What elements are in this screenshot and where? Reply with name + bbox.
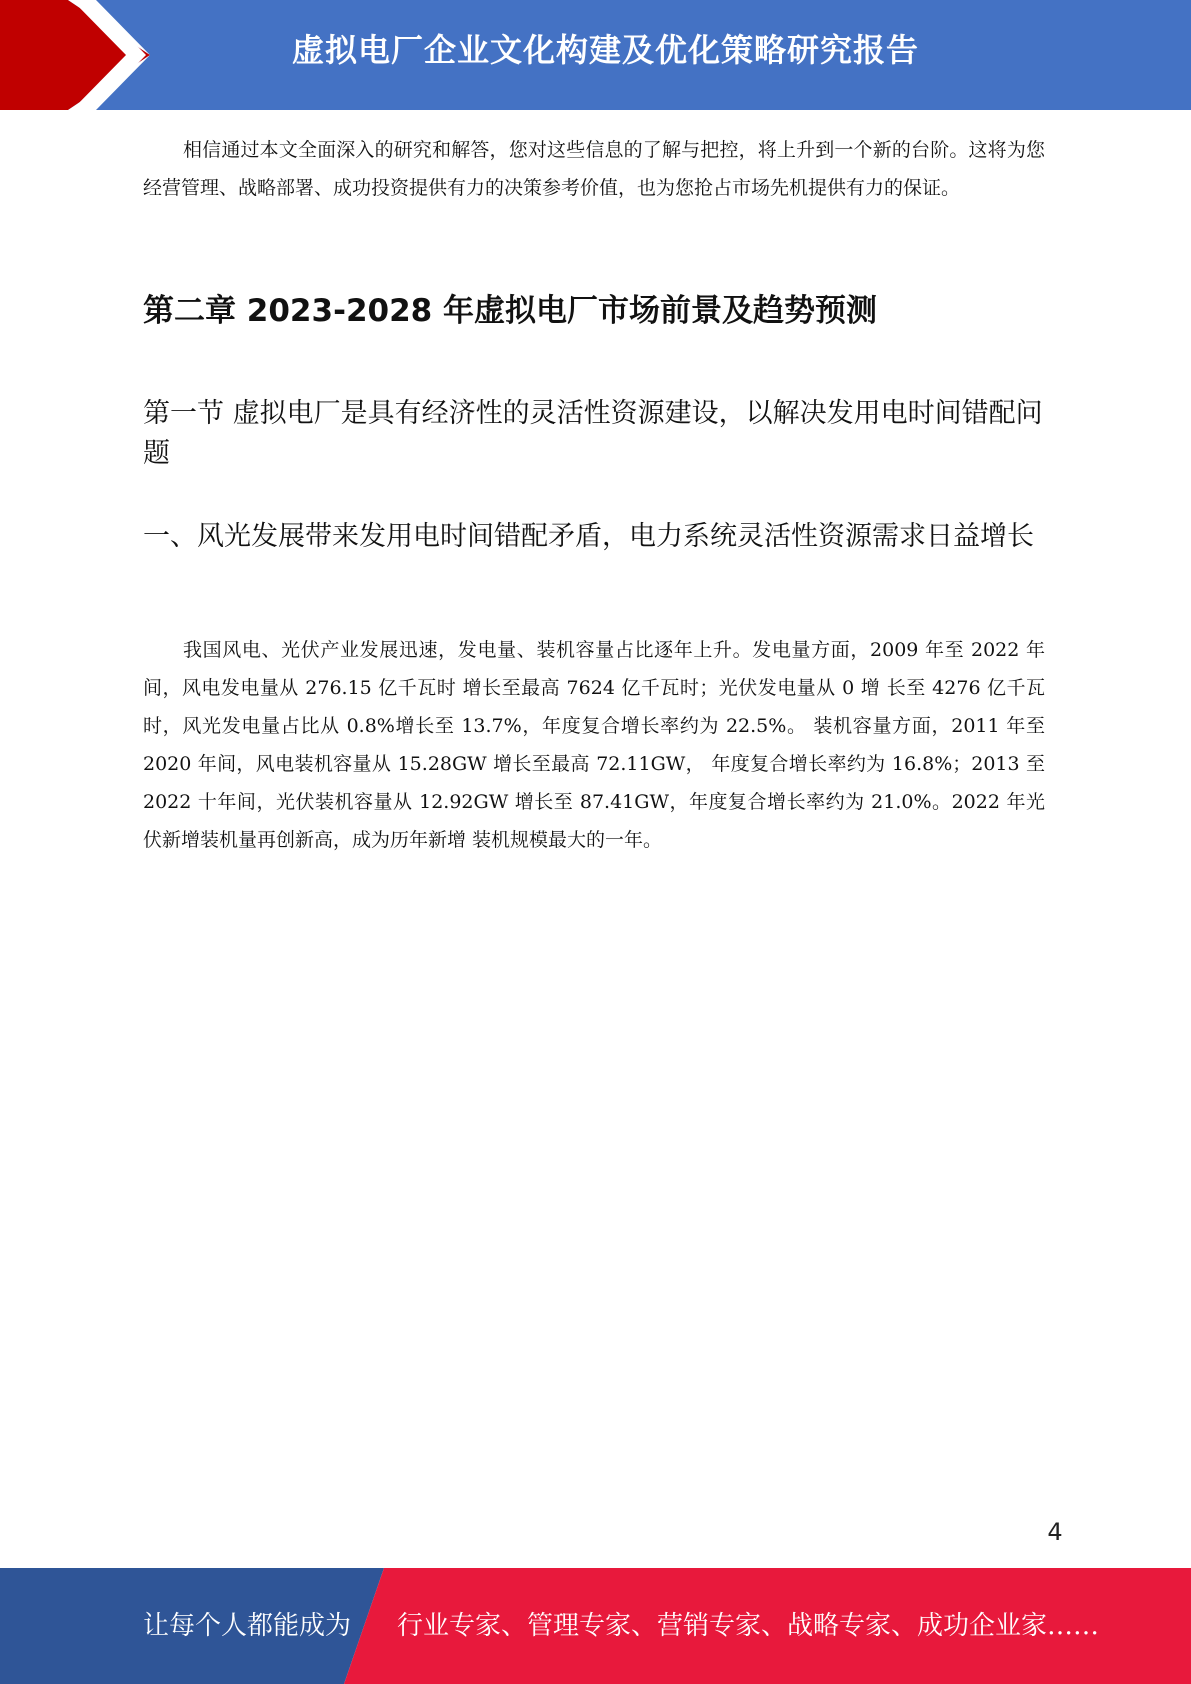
body-block: [143, 631, 1045, 859]
subsection-title: 一、风光发展带来发用电时间错配矛盾，电力系统灵活性资源需求日益增长: [143, 521, 1034, 552]
page-number: 4: [1047, 1518, 1063, 1546]
page-footer: [0, 1568, 1191, 1684]
intro-paragraph: 相信通过本文全面深入的研究和解答，您对这些信息的了解与把控，将上升到一个新的台阶。这将为您经营管理、战略部署、成功投资提供有力的决策参考价值，也为您抢占市场先机提供有力的保证。: [143, 139, 1045, 199]
page-header: [0, 0, 1191, 110]
section-block: [143, 394, 1045, 474]
chapter-block: [143, 289, 1045, 333]
report-title: 虚拟电厂企业文化构建及优化策略研究报告: [291, 31, 919, 69]
footer-slogan-left: 让每个人都能成为: [143, 1611, 352, 1641]
body-paragraph: 我国风电、光伏产业发展迅速，发电量、装机容量占比逐年上升。发电量方面，2009 年至 2022 年间，风电发电量从 276.15 亿千瓦时 增长至最高 7624 亿千瓦时；光伏发电量从 0 增 长至 4276 亿千瓦时，风光发电量占比从 0.8%增长至 13.7%，年度复合增长率约为 22.5%。 装机容量方面，2011 年至 2020 年间，风电装机容量从 15.28GW 增长至最高 72.11GW， 年度复合增长率约为 16.8%；2013 至 2022 十年间，光伏装机容量从 12.92GW 增长至 87.41GW，年度复合增长率约为 21.0%。2022 年光伏新增装机量再创新高，成为历年新增 装机规模最大的一年。: [143, 639, 1045, 851]
intro-block: [143, 131, 1045, 207]
section-title: 第一节 虚拟电厂是具有经济性的灵活性资源建设，以解决发用电时间错配问题: [143, 398, 1043, 469]
subsection-block: [143, 517, 1045, 557]
chapter-title: 第二章 2023-2028 年虚拟电厂市场前景及趋势预测: [143, 293, 878, 329]
footer-slogan-right: 行业专家、管理专家、营销专家、战略专家、成功企业家……: [397, 1611, 1100, 1641]
